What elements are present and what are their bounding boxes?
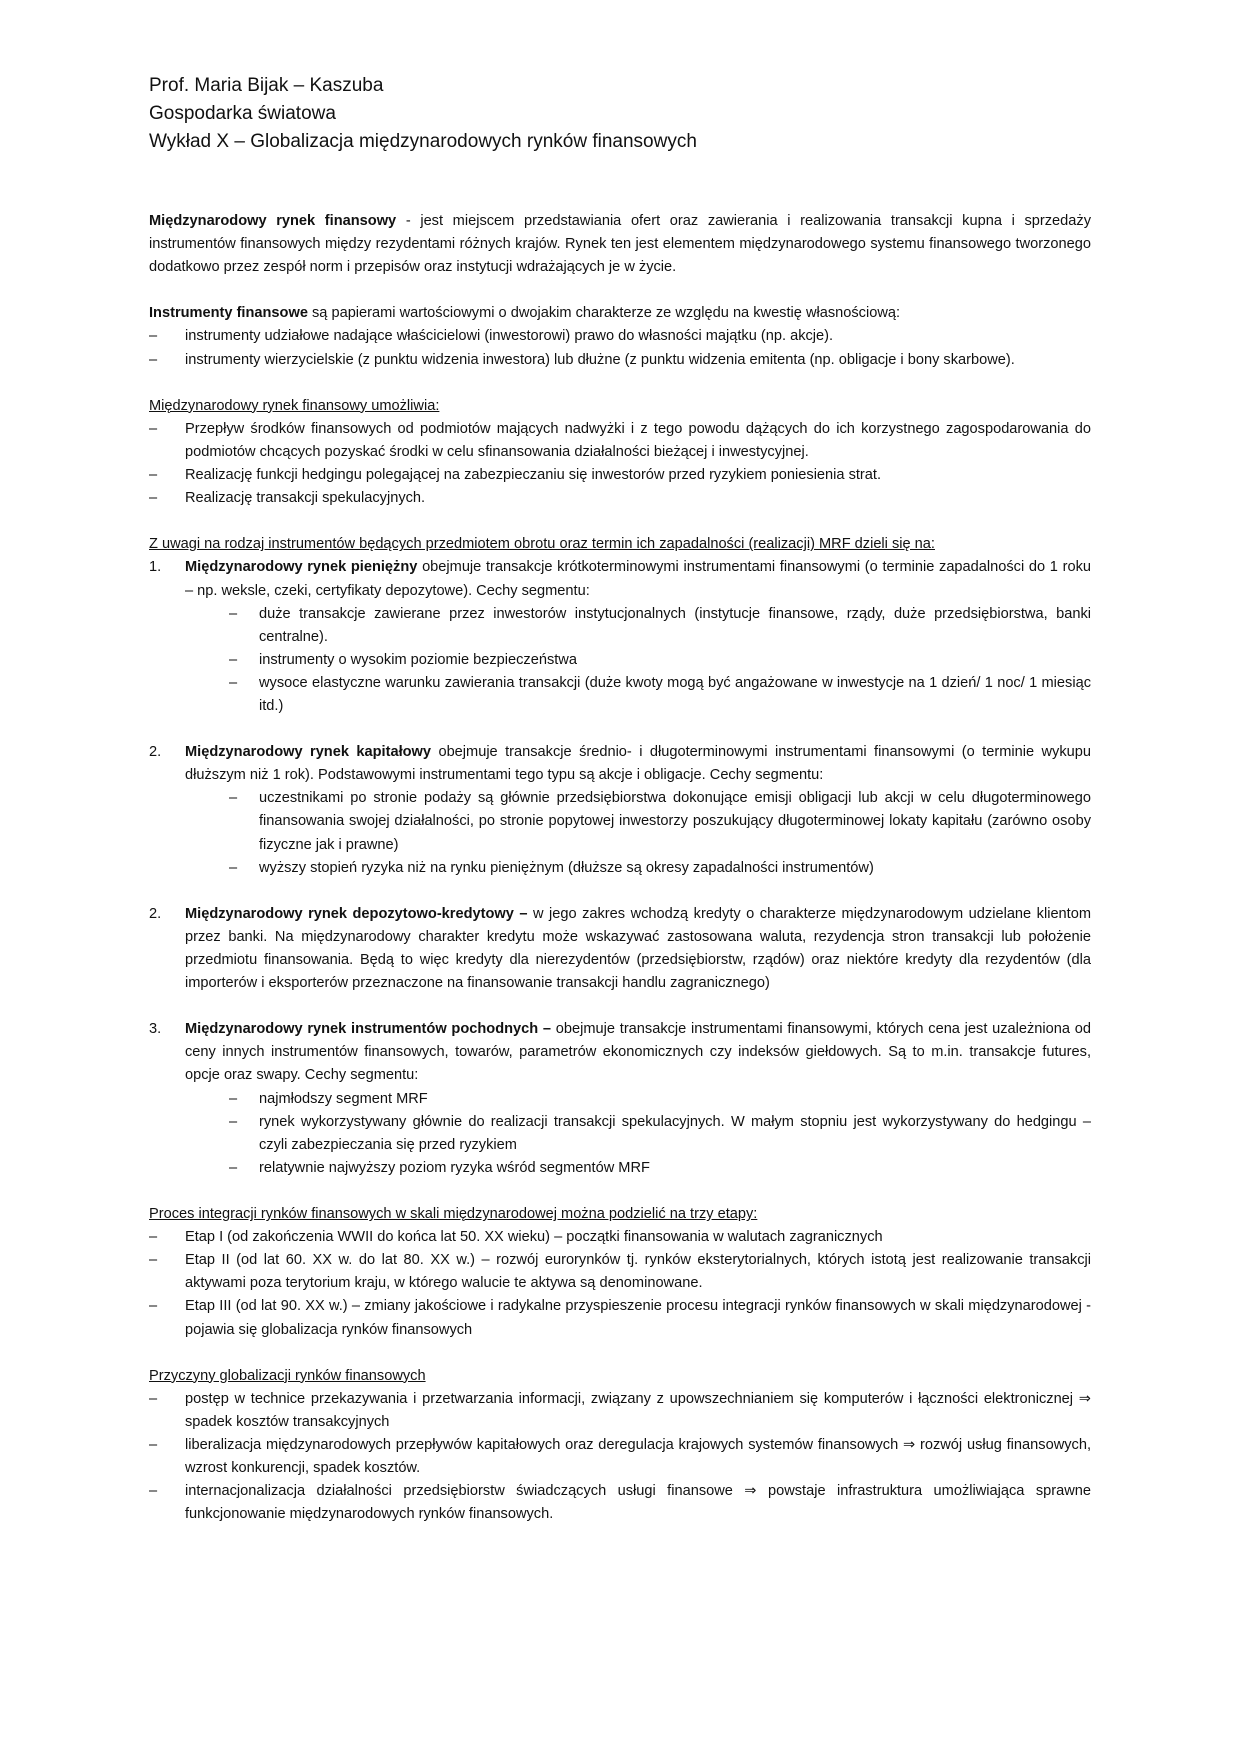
segment-number: 2.	[149, 744, 162, 761]
document-page	[149, 72, 1091, 1526]
bullet: –	[149, 1436, 158, 1453]
item-text: Realizację transakcji spekulacyjnych.	[185, 490, 426, 507]
term: Instrumenty finansowe	[149, 305, 308, 322]
definition: - jest miejscem przedstawiania ofert oraz zawierania i realizowania transakcji kupna i sprzedaży instrumentów finansowych między rezydentami różnych krajów. Rynek ten jest elementem międzynarodowego systemu finansowego tworzonego dodatkowo przez zespół norm i przepisów oraz instytucji wdrażających je w życie.	[149, 213, 1091, 276]
item-text: rynek wykorzystywany głównie do realizacji transakcji spekulacyjnych. W małym stopniu jest wykorzystywany do hedgingu – czyli zabezpieczania się przed ryzykiem	[259, 1113, 1091, 1153]
bullet: –	[149, 467, 158, 484]
segment-feature	[149, 649, 1091, 672]
list-item	[149, 487, 1091, 510]
item-text: Etap II (od lat 60. XX w. do lat 80. XX w.) – rozwój eurorynków tj. rynków eksterytorialnych, których istotą jest realizowanie transakcji aktywami poza terytorium kraju, w którego walucie te aktywa są denominowane.	[185, 1252, 1091, 1292]
item-text: uczestnikami po stronie podaży są głównie przedsiębiorstwa dokonujące emisji obligacji lub akcji w celu długoterminowego finansowania swojej działalności, po stronie popytowej inwestorzy poszukujący długoterminowej lokaty kapitału (zarówno osoby fizyczne jak i prawne)	[259, 790, 1091, 853]
list-item	[149, 1226, 1091, 1249]
segment-feature	[149, 1088, 1091, 1111]
list-item	[149, 349, 1091, 372]
item-text: wysoce elastyczne warunku zawierania transakcji (duże kwoty mogą być angażowane w inwestycje na 1 dzień/ 1 noc/ 1 miesiąc itd.)	[259, 674, 1091, 714]
term: Międzynarodowy rynek finansowy	[149, 213, 397, 229]
list-item	[149, 1388, 1091, 1434]
item-text: instrumenty wierzycielskie (z punktu widzenia inwestora) lub dłużne (z punktu widzenia emitenta (np. obligacje i bony skarbowe).	[185, 351, 1015, 368]
segment-item	[149, 1018, 1091, 1087]
item-text: relatywnie najwyższy poziom ryzyka wśród segmentów MRF	[259, 1159, 650, 1176]
segment-name: Międzynarodowy rynek depozytowo-kredytowy –	[185, 905, 528, 922]
item-text: wyższy stopień ryzyka niż na rynku pieniężnym (dłuższe są okresy zapadalności instrumentów)	[259, 859, 874, 876]
item-text: Realizację funkcji hedgingu polegającej na zabezpieczaniu się inwestorów przed ryzykiem poniesienia strat.	[185, 467, 882, 484]
section-heading: Proces integracji rynków finansowych w skali międzynarodowej można podzielić na trzy etapy:	[149, 1206, 758, 1223]
document-header	[149, 72, 1091, 156]
list-item	[149, 418, 1091, 464]
segment-number: 3.	[149, 1021, 162, 1038]
segment-description: w jego zakres wchodzą kredyty o charakterze międzynarodowym udzielane klientom przez banki. Na międzynarodowy charakter kredytu może wskazywać zastosowana waluta, rezydencja stron transakcji lub położenie przedmiotu finansowania. Będą to więc kredyty dla nierezydentów (przedsiębiorstw, rządów) oraz niektóre kredyty dla rezydentów (dla importerów i eksporterów przeznaczone na finansowanie transakcji handlu zagranicznego)	[185, 905, 1091, 992]
lecture-title: Wykład X – Globalizacja międzynarodowych rynków finansowych	[149, 131, 697, 152]
segment-feature	[149, 603, 1091, 649]
item-text: postęp w technice przekazywania i przetwarzania informacji, związany z upowszechnianiem się komputerów i łączności elektronicznej ⇒ spadek kosztów transakcyjnych	[185, 1390, 1091, 1430]
segment-description: obejmuje transakcje instrumentami finansowymi, których cena jest uzależniona od ceny innych instrumentów finansowych, towarów, parametrów ekonomicznych czy indeksów giełdowych. Są to m.in. transakcje futures, opcje oraz swapy. Cechy segmentu:	[185, 1021, 1091, 1084]
item-text: liberalizacja międzynarodowych przepływów kapitałowych oraz deregulacja krajowych systemów finansowych ⇒ rozwój usług finansowych, wzrost konkurencji, spadek kosztów.	[185, 1436, 1091, 1477]
item-text: najmłodszy segment MRF	[259, 1090, 428, 1107]
segment-name: Międzynarodowy rynek kapitałowy	[185, 744, 432, 761]
section-heading: Z uwagi na rodzaj instrumentów będących przedmiotem obrotu oraz termin ich zapadalności (realizacji) MRF dzieli się na:	[149, 536, 935, 553]
item-text: internacjonalizacja działalności przedsiębiorstw świadczących usługi finansowe ⇒ powstaje infrastruktura umożliwiająca sprawne funkcjonowanie międzynarodowych rynków finansowych.	[185, 1483, 1091, 1523]
segment-description: obejmuje transakcje średnio- i długoterminowymi instrumentami finansowymi (o terminie wykupu dłuższym niż 1 rok). Podstawowymi instrumentami tego typu są akcje i obligacje. Cechy segmentu:	[185, 744, 1091, 784]
list-item	[149, 1249, 1091, 1295]
item-text: Przepływ środków finansowych od podmiotów mających nadwyżki i z tego powodu dążących do ich korzystnego zagospodarowania do podmiotów chcących pozyskać środki w celu sfinansowania działalności bieżącej i inwestycyjnej.	[185, 420, 1091, 460]
bullet: –	[149, 1298, 158, 1315]
segment-feature	[149, 787, 1091, 856]
segment-item	[149, 741, 1091, 787]
segment-feature	[149, 1157, 1091, 1180]
item-text: Etap I (od zakończenia WWII do końca lat 50. XX wieku) – początki finansowania w walutach zagranicznych	[185, 1229, 883, 1246]
segment-number: 2.	[149, 905, 162, 922]
section-heading: Przyczyny globalizacji rynków finansowych	[149, 1367, 426, 1384]
bullet: –	[149, 1483, 158, 1500]
course-name: Gospodarka światowa	[149, 103, 336, 124]
bullet: –	[229, 859, 238, 876]
segment-item	[149, 903, 1091, 995]
list-item	[149, 1434, 1091, 1480]
bullet: –	[229, 651, 238, 668]
item-text: duże transakcje zawierane przez inwestorów instytucjonalnych (instytucje finansowe, rządy, duże przedsiębiorstwa, banki centralne).	[259, 605, 1091, 645]
instruments-paragraph	[149, 302, 1091, 325]
item-text: instrumenty udziałowe nadające właścicielowi (inwestorowi) prawo do własności majątku (np. akcje).	[185, 328, 834, 345]
segment-item	[149, 556, 1091, 602]
segment-feature	[149, 857, 1091, 880]
bullet: –	[229, 1113, 238, 1130]
segment-name: Międzynarodowy rynek pieniężny	[185, 559, 418, 576]
list-item	[149, 464, 1091, 487]
intro-paragraph	[149, 210, 1091, 279]
bullet: –	[149, 1252, 158, 1269]
author: Prof. Maria Bijak – Kaszuba	[149, 75, 384, 96]
bullet: –	[149, 328, 158, 345]
item-text: instrumenty o wysokim poziomie bezpieczeństwa	[259, 651, 577, 668]
list-item	[149, 325, 1091, 348]
bullet: –	[229, 605, 238, 622]
segments-list	[149, 556, 1091, 1180]
bullet: –	[149, 420, 158, 437]
item-text: Etap III (od lat 90. XX w.) – zmiany jakościowe i radykalne przyspieszenie procesu integracji rynków finansowych w skali międzynarodowej - pojawia się globalizacja rynków finansowych	[185, 1298, 1091, 1338]
definition: są papierami wartościowymi o dwojakim charakterze ze względu na kwestię własnościową:	[307, 305, 901, 322]
segment-feature	[149, 1111, 1091, 1157]
document-body	[149, 210, 1091, 1526]
segment-number: 1.	[149, 559, 162, 576]
segment-feature	[149, 672, 1091, 718]
bullet: –	[149, 490, 158, 507]
bullet: –	[149, 1390, 158, 1407]
bullet: –	[229, 790, 238, 807]
bullet: –	[149, 351, 158, 368]
section-heading: Międzynarodowy rynek finansowy umożliwia:	[149, 397, 440, 414]
list-item	[149, 1480, 1091, 1526]
list-item	[149, 1295, 1091, 1341]
bullet: –	[229, 674, 238, 691]
segment-name: Międzynarodowy rynek instrumentów pochodnych –	[185, 1021, 552, 1038]
bullet: –	[229, 1159, 238, 1176]
bullet: –	[229, 1090, 238, 1107]
bullet: –	[149, 1229, 158, 1246]
segment-description: obejmuje transakcje krótkoterminowymi instrumentami finansowymi (o terminie zapadalności do 1 roku – np. weksle, czeki, certyfikaty depozytowe). Cechy segmentu:	[185, 559, 1091, 599]
